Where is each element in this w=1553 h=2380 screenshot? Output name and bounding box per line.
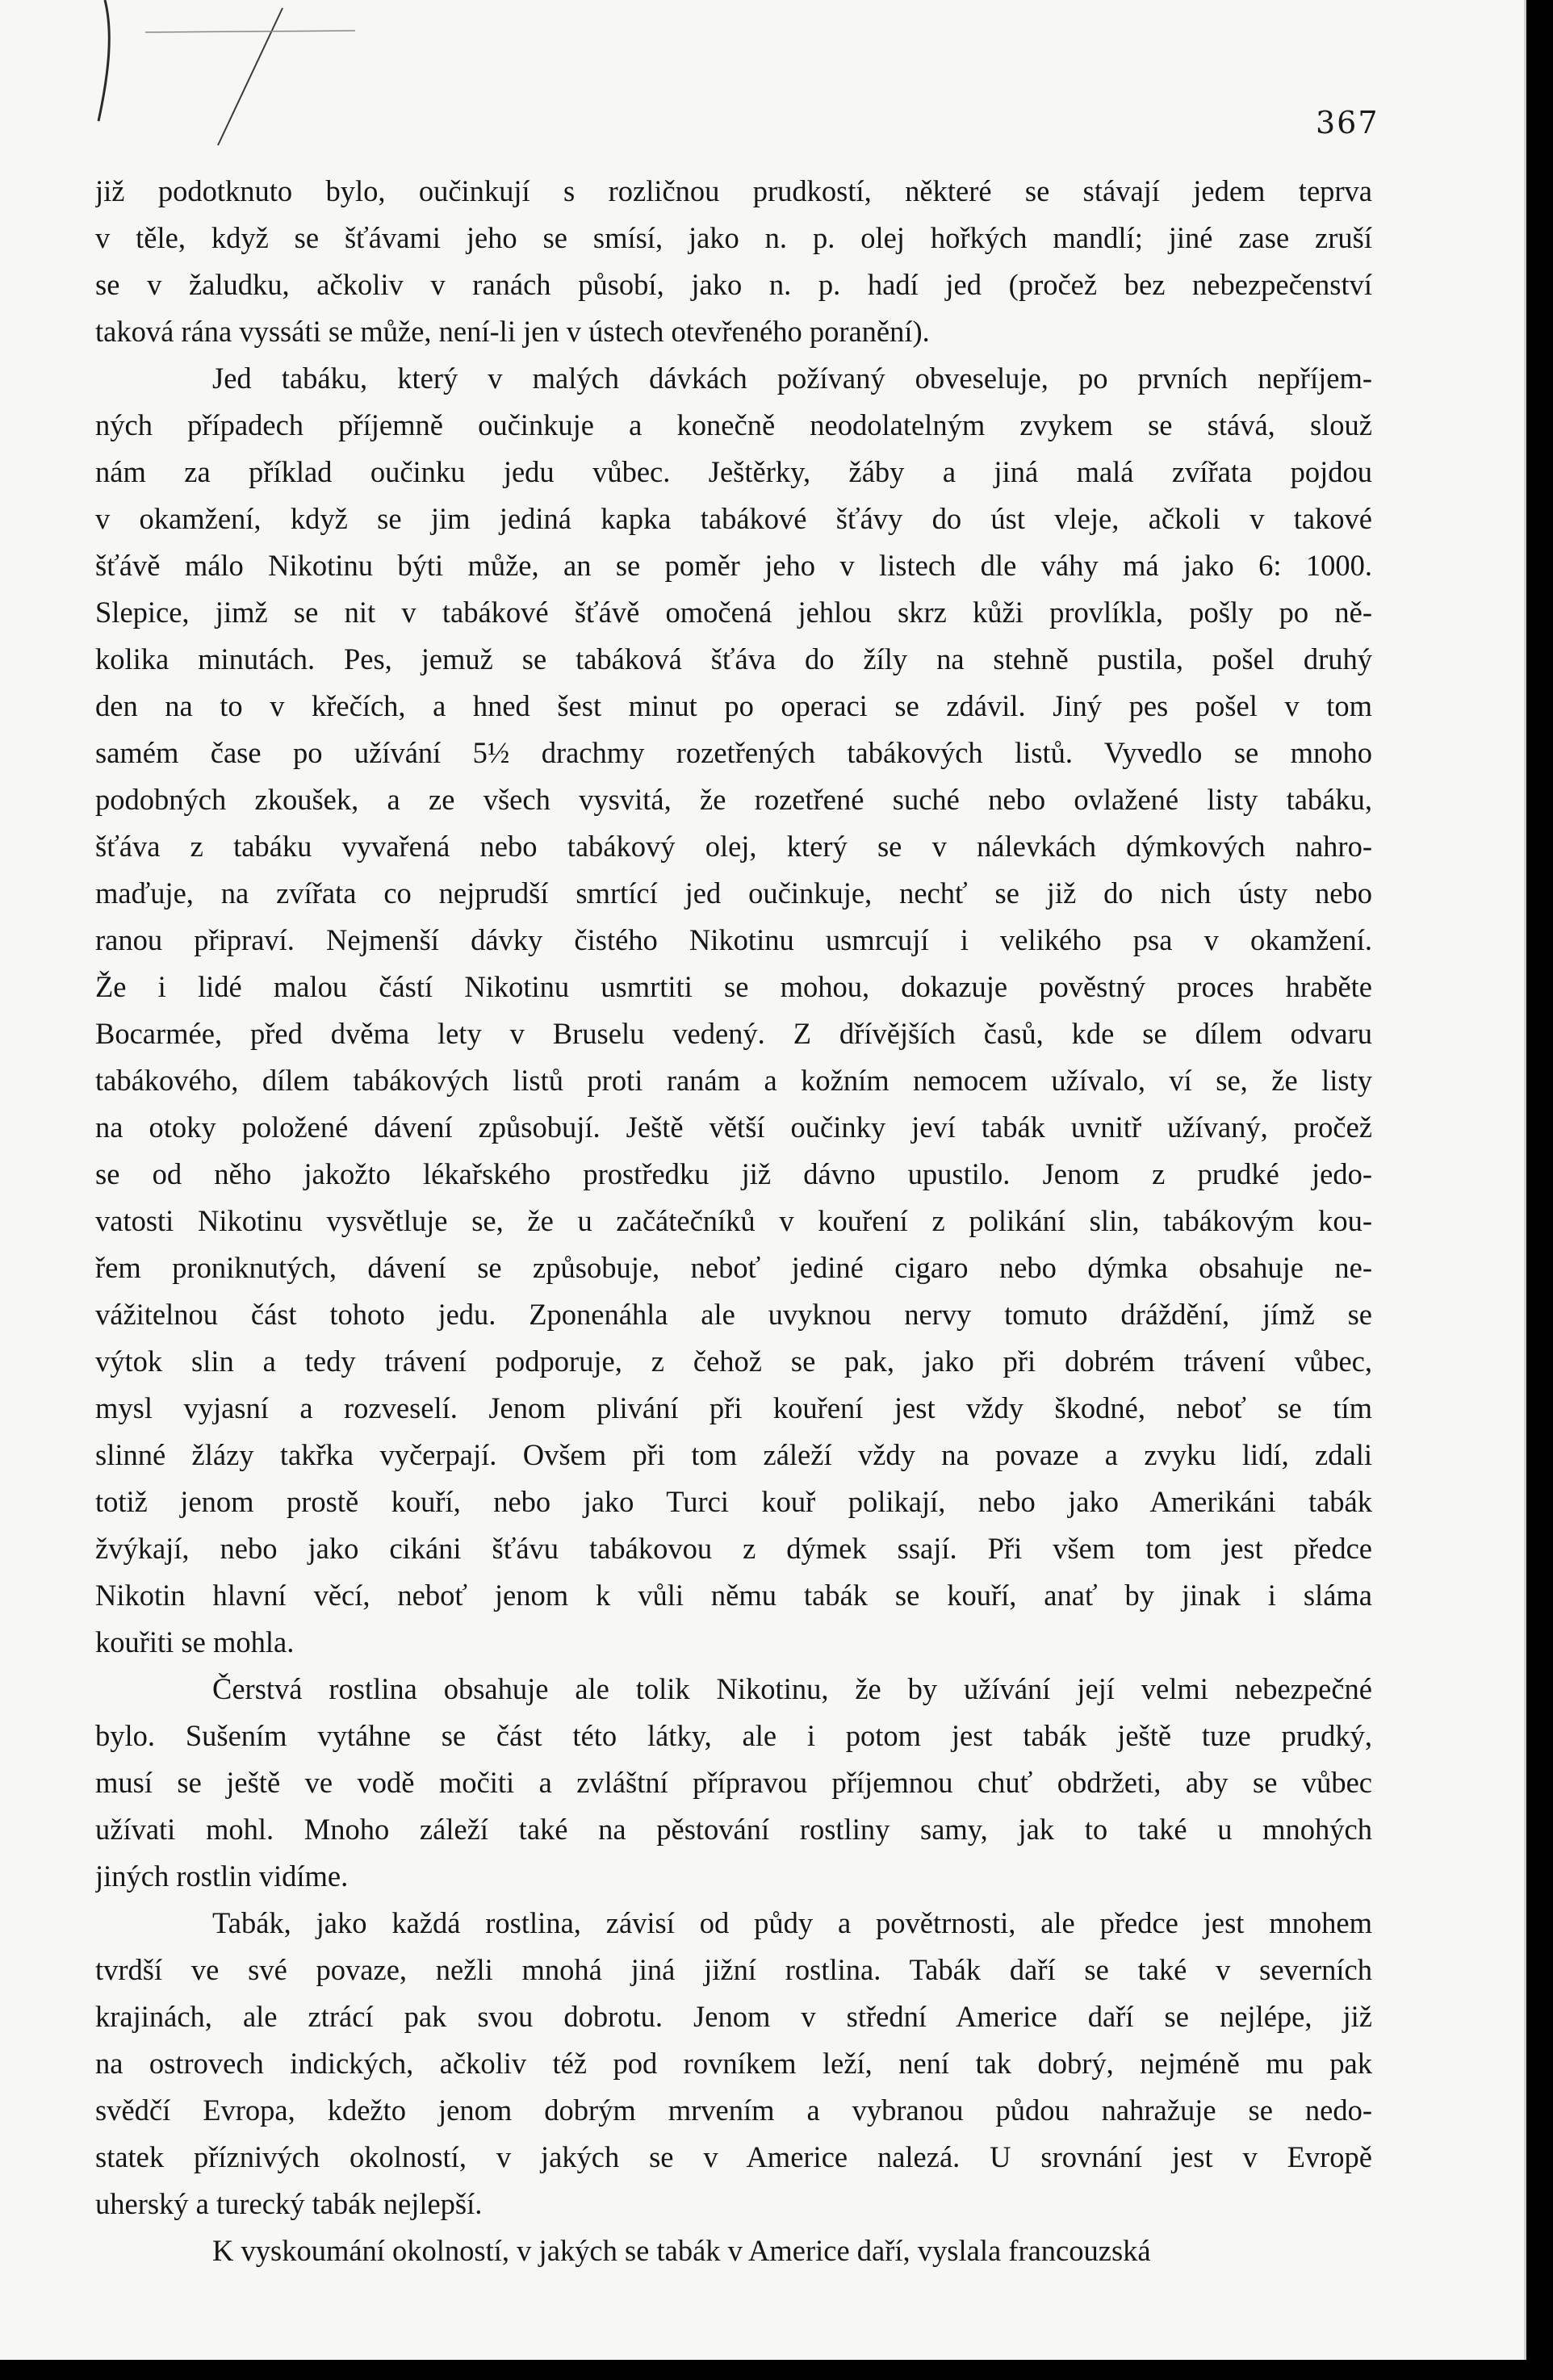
text-line: v těle, když se šťávami jeho se smísí, jako n. p. olej hořkých mandlí; jiné zase zruší bbox=[95, 221, 1372, 254]
text-line: taková rána vyssáti se může, není-li jen v ústech otevřeného poranění). bbox=[95, 315, 930, 348]
text-line: Slepice, jimž se nit v tabákové šťávě omočená jehlou skrz kůži provlíkla, pošly po ně- bbox=[95, 596, 1372, 629]
text-line: totiž jenom prostě kouří, nebo jako Turci kouř polikají, nebo jako Amerikáni tabák bbox=[95, 1485, 1372, 1518]
text-line: na ostrovech indických, ačkoliv též pod rovníkem leží, není tak dobrý, nejméně mu pak bbox=[95, 2047, 1372, 2080]
text-line: statek příznivých okolností, v jakých se v Americe nalezá. U srovnání jest v Evropě bbox=[95, 2140, 1372, 2173]
text-line: slinné žlázy takřka vyčerpají. Ovšem při tom záleží vždy na povaze a zvyku lidí, zdali bbox=[95, 1438, 1372, 1471]
text-line: šťávě málo Nikotinu býti může, an se poměr jeho v listech dle váhy má jako 6: 1000. bbox=[95, 549, 1372, 582]
paragraph bbox=[95, 1666, 1372, 1900]
text-line: samém čase po užívání 5½ drachmy rozetřených tabákových listů. Vyvedlo se mnoho bbox=[95, 736, 1372, 769]
text-line: uherský a turecký tabák nejlepší. bbox=[95, 2187, 483, 2220]
text-line: mysl vyjasní a rozveselí. Jenom plivání při kouření jest vždy škodné, neboť se tím bbox=[95, 1391, 1372, 1424]
text-line: krajinách, ale ztrácí pak svou dobrotu. Jenom v střední Americe daří se nejlépe, již bbox=[95, 2000, 1372, 2033]
text-line: K vyskoumání okolností, v jakých se tabák v Americe daří, vyslala francouzská bbox=[212, 2234, 1151, 2267]
text-line: Jed tabáku, který v malých dávkách požívaný obveseluje, po prvních nepříjem- bbox=[212, 362, 1372, 395]
text-line: jiných rostlin vidíme. bbox=[95, 1859, 349, 1893]
text-line: Tabák, jako každá rostlina, závisí od půdy a povětrnosti, ale předce jest mnohem bbox=[212, 1906, 1372, 1939]
text-line: se v žaludku, ačkoliv v ranách působí, jako n. p. hadí jed (pročež bez nebezpečenství bbox=[95, 268, 1372, 301]
text-line: výtok slin a tedy trávení podporuje, z čehož se pak, jako při dobrém trávení vůbec, bbox=[95, 1345, 1372, 1378]
text-line: řem proniknutých, dávení se způsobuje, neboť jediné cigaro nebo dýmka obsahuje ne- bbox=[95, 1251, 1372, 1284]
text-line: musí se ještě ve vodě močiti a zvláštní přípravou příjemnou chuť obdržeti, aby se vůbec bbox=[95, 1766, 1372, 1799]
text-line: vatosti Nikotinu vysvětluje se, že u začátečníků v kouření z polikání slin, tabákovým kou- bbox=[95, 1204, 1372, 1237]
text-line: tvrdší ve své povaze, nežli mnohá jiná jižní rostlina. Tabák daří se také v severních bbox=[95, 1953, 1372, 1986]
paragraph bbox=[95, 2227, 1372, 2274]
page-number: 367 bbox=[1316, 105, 1379, 140]
text-line: vážitelnou část tohoto jedu. Zponenáhla ale uvyknou nervy tomuto dráždění, jímž se bbox=[95, 1298, 1372, 1331]
text-line: bylo. Sušením vytáhne se část této látky, ale i potom jest tabák ještě tuze prudký, bbox=[95, 1719, 1372, 1752]
text-line: Nikotin hlavní věcí, neboť jenom k vůli němu tabák se kouří, anať by jinak i sláma bbox=[95, 1579, 1372, 1612]
text-line: svědčí Evropa, kdežto jenom dobrým mrvením a vybranou půdou nahražuje se nedo- bbox=[95, 2093, 1372, 2127]
body-text bbox=[95, 168, 1372, 2274]
text-line: nám za příklad oučinku jedu vůbec. Ještěrky, žáby a jiná malá zvířata pojdou bbox=[95, 455, 1372, 488]
text-line: na otoky položené dávení způsobují. Ještě větší oučinky jeví tabák uvnitř užívaný, pročež bbox=[95, 1111, 1372, 1144]
text-line: podobných zkoušek, a ze všech vysvitá, že rozetřené suché nebo ovlažené listy tabáku, bbox=[95, 783, 1372, 816]
paragraph bbox=[95, 1900, 1372, 2227]
text-line: v okamžení, když se jim jediná kapka tabákové šťávy do úst vleje, ačkoli v takové bbox=[95, 502, 1372, 535]
text-line: Že i lidé malou částí Nikotinu usmrtiti se mohou, dokazuje pověstný proces hraběte bbox=[95, 970, 1372, 1003]
paragraph bbox=[95, 355, 1372, 1666]
text-line: maďuje, na zvířata co nejprudší smrtící jed oučinkuje, nechť se již do nich ústy nebo bbox=[95, 876, 1372, 910]
text-line: tabákového, dílem tabákových listů proti ranám a kožním nemocem užívalo, ví se, že listy bbox=[95, 1064, 1372, 1097]
text-line: užívati mohl. Mnoho záleží také na pěstování rostliny samy, jak to také u mnohých bbox=[95, 1813, 1372, 1846]
text-line: Bocarmée, před dvěma lety v Bruselu vedený. Z dřívějších časů, kde se dílem odvaru bbox=[95, 1017, 1372, 1050]
text-line: den na to v křečích, a hned šest minut po operaci se zdávil. Jiný pes pošel v tom bbox=[95, 689, 1372, 722]
text-line: kolika minutách. Pes, jemuž se tabáková šťáva do žíly na stehně pustila, pošel druhý bbox=[95, 642, 1372, 676]
text-line: šťáva z tabáku vyvařená nebo tabákový olej, který se v nálevkách dýmkových nahro- bbox=[95, 830, 1372, 863]
text-line: kouřiti se mohla. bbox=[95, 1625, 295, 1658]
text-line: žvýkají, nebo jako cikáni šťávu tabákovou z dýmek ssají. Při všem tom jest předce bbox=[95, 1532, 1372, 1565]
scan-edge-mark bbox=[48, 0, 355, 161]
text-line: již podotknuto bylo, oučinkují s rozličnou prudkostí, některé se stávají jedem teprva bbox=[95, 174, 1372, 207]
text-line: ranou připraví. Nejmenší dávky čistého Nikotinu usmrcují i velikého psa v okamžení. bbox=[95, 923, 1372, 956]
text-line: ných případech příjemně oučinkuje a konečně neodolatelným zvykem se stává, slouž bbox=[95, 408, 1372, 441]
text-line: Čerstvá rostlina obsahuje ale tolik Nikotinu, že by užívání její velmi nebezpečné bbox=[212, 1672, 1372, 1705]
text-line: se od něho jakožto lékařského prostředku již dávno upustilo. Jenom z prudké jedo- bbox=[95, 1157, 1372, 1190]
paragraph bbox=[95, 168, 1372, 355]
